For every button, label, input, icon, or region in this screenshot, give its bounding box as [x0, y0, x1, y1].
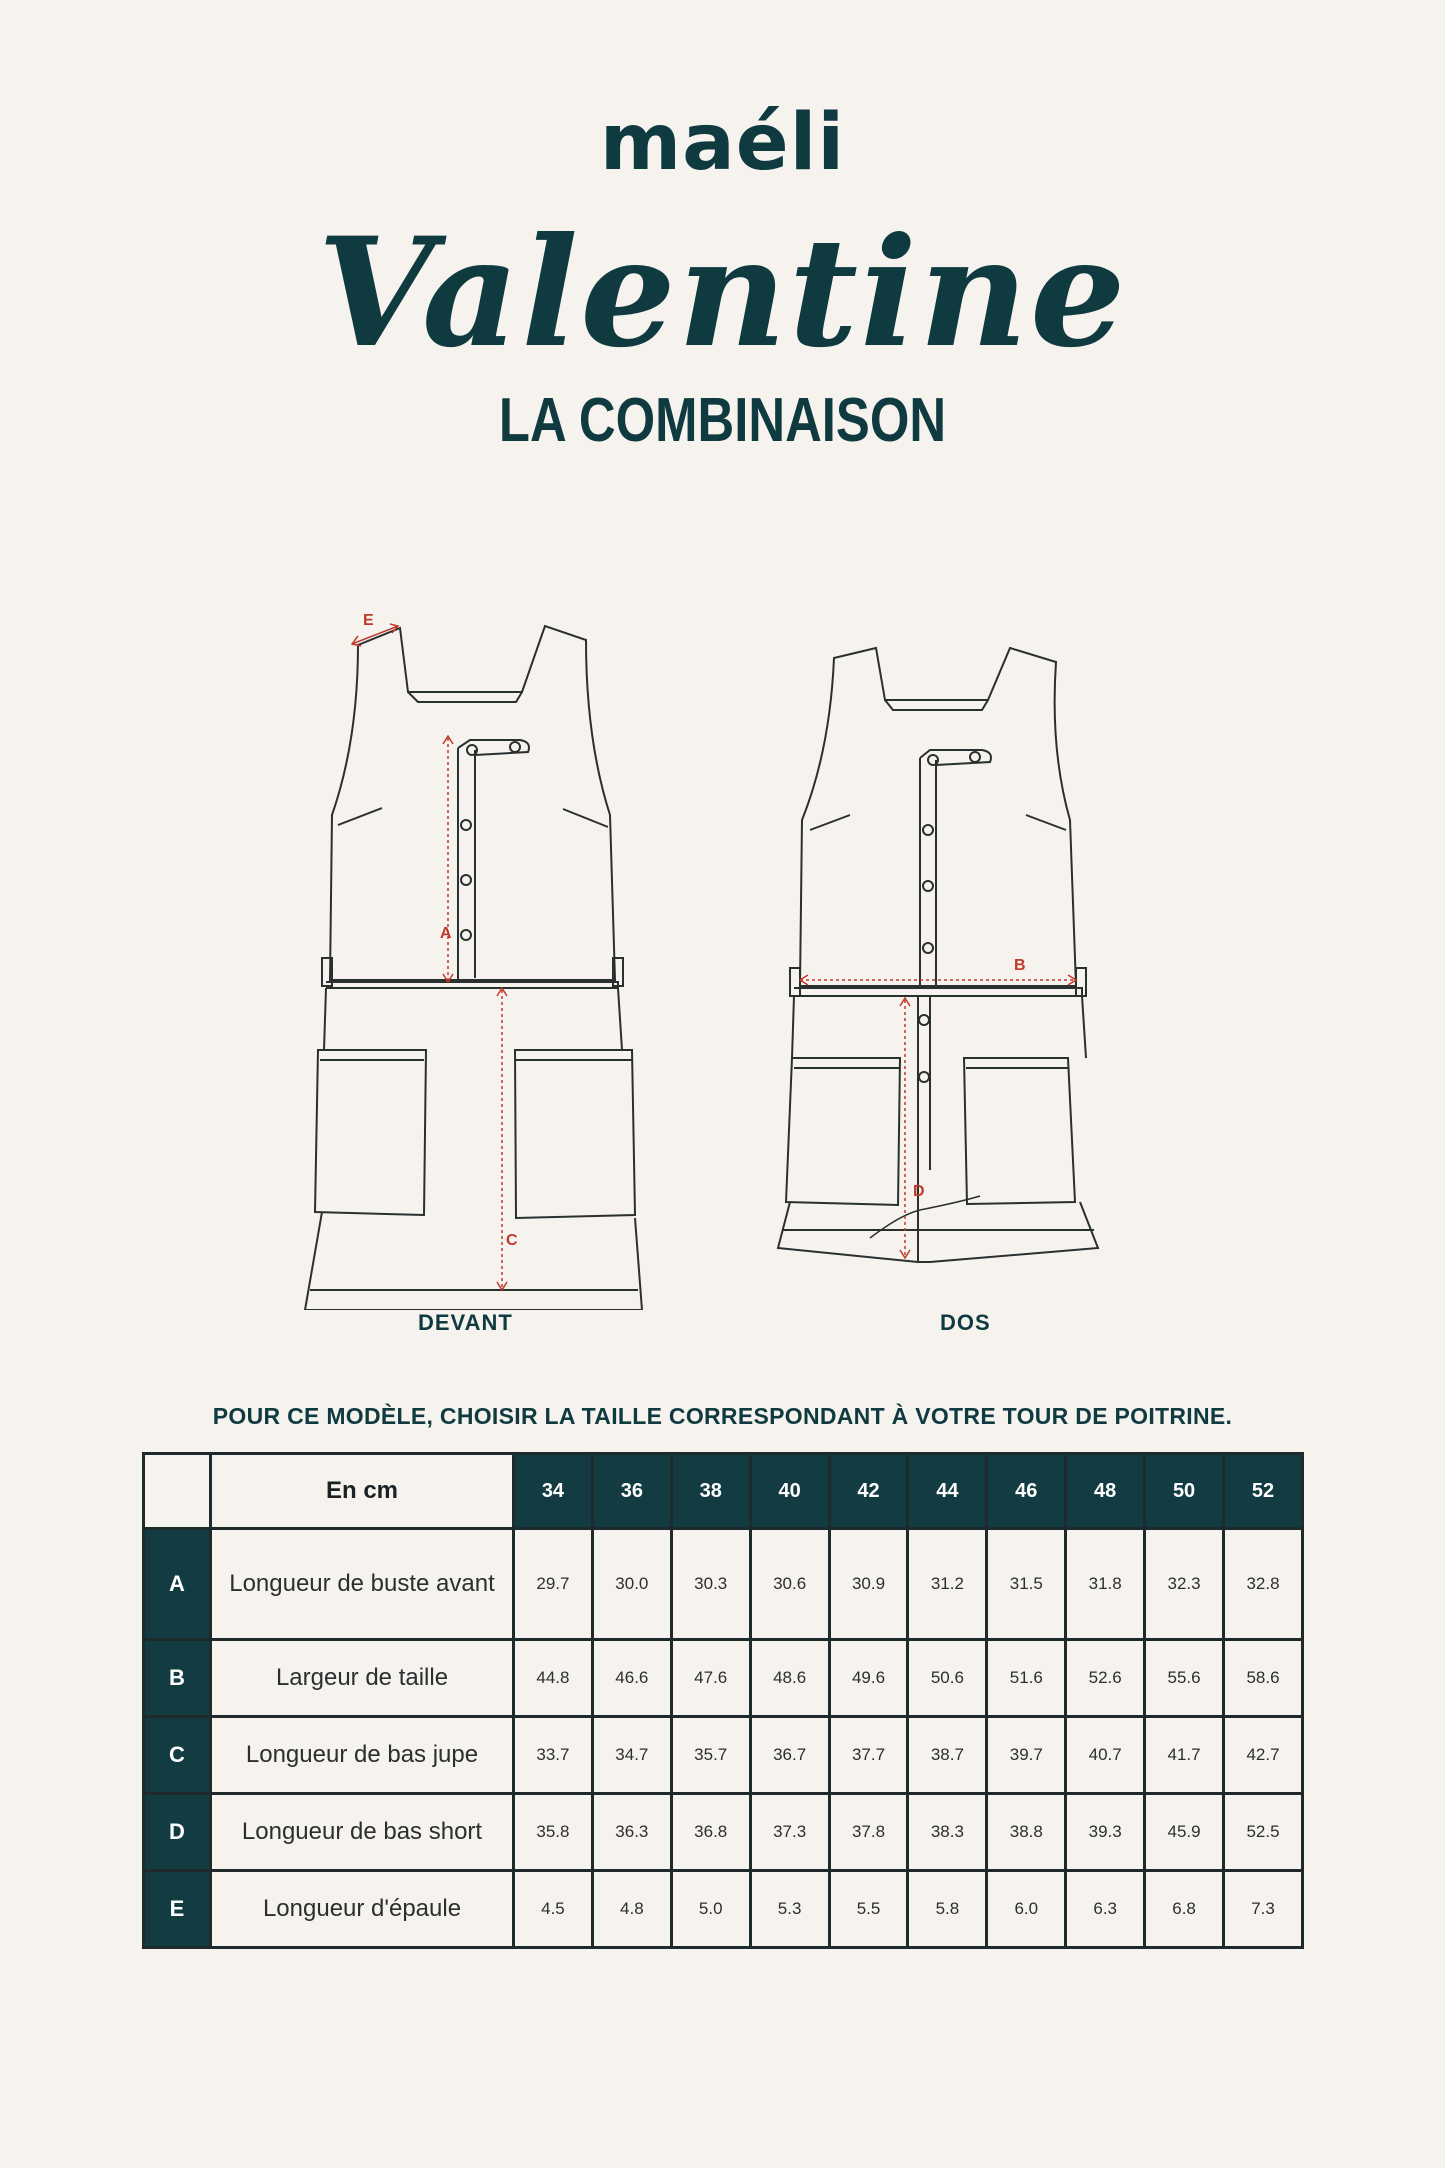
measurement-value: 40.7	[1066, 1717, 1145, 1794]
measurement-value: 47.6	[671, 1640, 750, 1717]
measurement-value: 31.8	[1066, 1529, 1145, 1640]
table-header-row	[144, 1454, 1303, 1529]
measurement-value: 38.8	[987, 1794, 1066, 1871]
measurement-value: 55.6	[1145, 1640, 1224, 1717]
measurement-value: 45.9	[1145, 1794, 1224, 1871]
measurement-value: 30.6	[750, 1529, 829, 1640]
annotation-letter-e: E	[363, 612, 374, 629]
table-row	[144, 1871, 1303, 1948]
measurement-value: 38.3	[908, 1794, 987, 1871]
unit-label: En cm	[211, 1454, 514, 1529]
measurement-value: 37.3	[750, 1794, 829, 1871]
size-header-38: 38	[671, 1454, 750, 1529]
size-header-36: 36	[592, 1454, 671, 1529]
measurement-letter: D	[144, 1794, 211, 1871]
measurement-value: 36.8	[671, 1794, 750, 1871]
measurement-value: 5.3	[750, 1871, 829, 1948]
measurement-value: 5.8	[908, 1871, 987, 1948]
measurement-label: Longueur de bas jupe	[211, 1717, 514, 1794]
measurement-value: 37.7	[829, 1717, 908, 1794]
measurement-letter: E	[144, 1871, 211, 1948]
measurement-letter: A	[144, 1529, 211, 1640]
measurement-value: 32.3	[1145, 1529, 1224, 1640]
table-row	[144, 1717, 1303, 1794]
measurement-value: 30.9	[829, 1529, 908, 1640]
measurement-value: 51.6	[987, 1640, 1066, 1717]
measurement-value: 50.6	[908, 1640, 987, 1717]
measurement-value: 31.2	[908, 1529, 987, 1640]
annotation-letter-c: C	[506, 1232, 518, 1249]
measurement-letter: B	[144, 1640, 211, 1717]
measurement-value: 29.7	[514, 1529, 593, 1640]
measurement-value: 52.6	[1066, 1640, 1145, 1717]
size-header-44: 44	[908, 1454, 987, 1529]
annotation-letter-a: A	[440, 925, 452, 942]
size-instruction: POUR CE MODÈLE, CHOISIR LA TAILLE CORRESPONDANT À VOTRE TOUR DE POITRINE.	[212, 1403, 1233, 1429]
measurement-value: 31.5	[987, 1529, 1066, 1640]
size-header-52: 52	[1224, 1454, 1303, 1529]
size-header-34: 34	[514, 1454, 593, 1529]
measurement-value: 5.5	[829, 1871, 908, 1948]
front-view-label: DEVANT	[418, 1310, 513, 1335]
measurement-value: 41.7	[1145, 1717, 1224, 1794]
measurement-value: 36.3	[592, 1794, 671, 1871]
back-view-drawing	[778, 648, 1098, 1262]
measurement-value: 6.3	[1066, 1871, 1145, 1948]
measurement-value: 34.7	[592, 1717, 671, 1794]
size-header-46: 46	[987, 1454, 1066, 1529]
measurement-value: 36.7	[750, 1717, 829, 1794]
size-header-50: 50	[1145, 1454, 1224, 1529]
measurement-value: 6.0	[987, 1871, 1066, 1948]
pattern-subtitle: LA COMBINAISON	[498, 386, 947, 455]
measurement-label: Longueur de buste avant	[211, 1529, 514, 1640]
table-row	[144, 1640, 1303, 1717]
measurement-value: 6.8	[1145, 1871, 1224, 1948]
measurement-value: 33.7	[514, 1717, 593, 1794]
brand-logo: maéli	[599, 98, 846, 188]
annotation-letter-d: D	[913, 1183, 925, 1200]
measurement-value: 7.3	[1224, 1871, 1303, 1948]
measurement-value: 35.7	[671, 1717, 750, 1794]
annotation-letter-b: B	[1014, 957, 1026, 974]
size-header-42: 42	[829, 1454, 908, 1529]
size-header-48: 48	[1066, 1454, 1145, 1529]
measurement-value: 48.6	[750, 1640, 829, 1717]
measurement-value: 42.7	[1224, 1717, 1303, 1794]
measurement-label: Longueur de bas short	[211, 1794, 514, 1871]
size-table	[142, 1452, 1304, 1949]
size-header-40: 40	[750, 1454, 829, 1529]
measurement-value: 32.8	[1224, 1529, 1303, 1640]
measurement-value: 38.7	[908, 1717, 987, 1794]
measurement-value: 39.7	[987, 1717, 1066, 1794]
table-row	[144, 1529, 1303, 1640]
measurement-value: 4.5	[514, 1871, 593, 1948]
measurement-value: 35.8	[514, 1794, 593, 1871]
measurement-value: 58.6	[1224, 1640, 1303, 1717]
measurement-letter: C	[144, 1717, 211, 1794]
measurement-label: Largeur de taille	[211, 1640, 514, 1717]
table-corner-cell	[144, 1454, 211, 1529]
measurement-value: 30.0	[592, 1529, 671, 1640]
front-view-drawing	[305, 624, 642, 1310]
back-view-label: DOS	[940, 1310, 991, 1335]
measurement-value: 5.0	[671, 1871, 750, 1948]
measurement-value: 49.6	[829, 1640, 908, 1717]
measurement-value: 30.3	[671, 1529, 750, 1640]
measurement-value: 37.8	[829, 1794, 908, 1871]
measurement-label: Longueur d'épaule	[211, 1871, 514, 1948]
technical-drawings	[280, 590, 1180, 1310]
pattern-title: Valentine	[317, 205, 1128, 381]
table-row	[144, 1794, 1303, 1871]
measurement-value: 46.6	[592, 1640, 671, 1717]
measurement-value: 44.8	[514, 1640, 593, 1717]
measurement-value: 52.5	[1224, 1794, 1303, 1871]
measurement-value: 4.8	[592, 1871, 671, 1948]
measurement-value: 39.3	[1066, 1794, 1145, 1871]
